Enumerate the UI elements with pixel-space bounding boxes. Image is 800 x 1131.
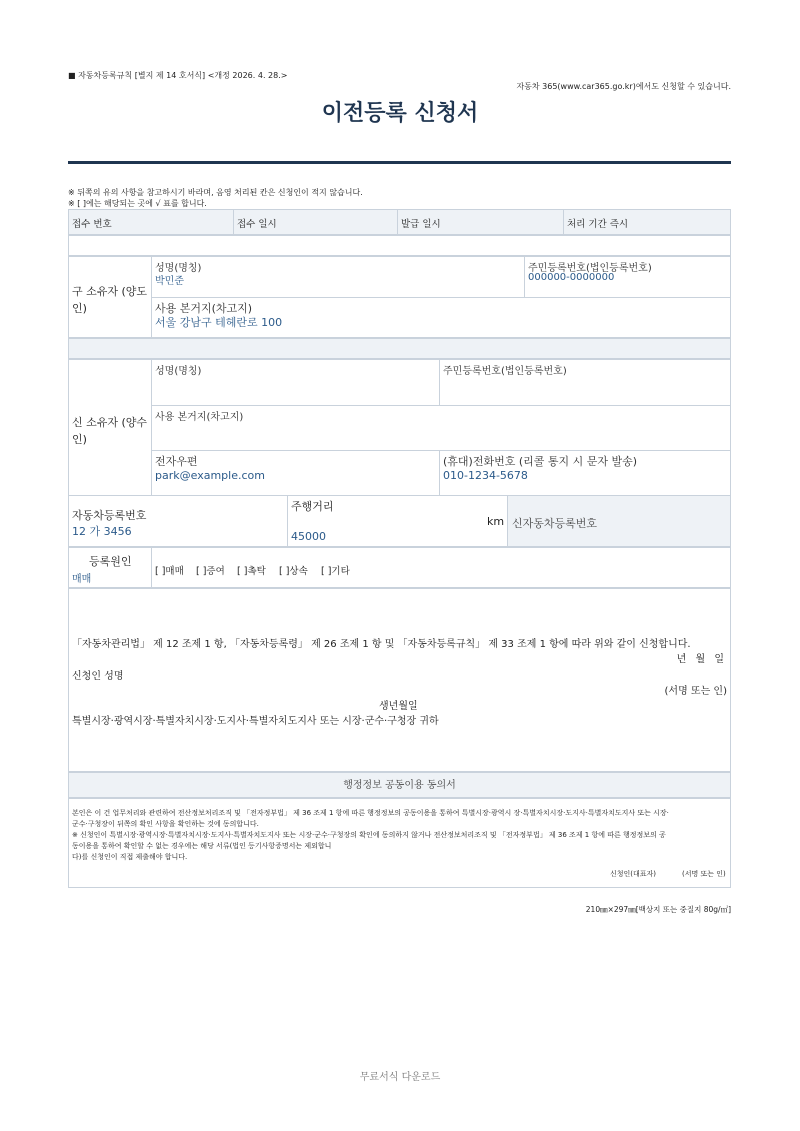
consent-signature[interactable]: (서명 또는 인)	[682, 870, 726, 878]
issue-date-label: 발급 일시	[401, 219, 441, 230]
mileage-unit: km	[487, 515, 505, 528]
phone-label: (휴대)전화번호 (리콜 통지 시 문자 발송)	[443, 455, 638, 468]
online-note: 자동차 365(www.car365.go.kr)에서도 신청할 수 있습니다.	[516, 82, 731, 91]
recipient-line: 특별시장·광역시장·특별자치시장·도지사·특별자치도지사 또는 시장·군수·구청장 귀하	[72, 716, 439, 727]
old-owner-address-label: 사용 본거지(차고지)	[155, 302, 253, 315]
declaration-section	[68, 588, 731, 772]
new-reg-no-label: 신자동차등록번호	[512, 517, 598, 530]
email-label: 전자우편	[155, 455, 198, 468]
old-owner-section	[68, 256, 731, 338]
new-owner-section	[68, 359, 731, 496]
mileage-field[interactable]: 45000	[291, 530, 326, 543]
applicant-signature[interactable]: (서명 또는 인)	[664, 686, 727, 697]
new-owner-label: 신 소유자 (양수인)	[72, 416, 148, 446]
receipt-number-label: 접수 번호	[72, 219, 112, 230]
old-owner-id-field[interactable]: 000000-0000000	[528, 272, 615, 283]
new-owner-name-label: 성명(명칭)	[155, 366, 202, 377]
declaration-text: 「자동차관리법」 제 12 조제 1 항, 「자동차등록령」 제 26 조제 1 항 및 「자동차등록규칙」 제 33 조제 1 항에 따라 위와 같이 신청합니다.	[72, 639, 691, 650]
consent-title-bar	[68, 772, 731, 798]
cause-row	[68, 547, 731, 588]
old-owner-label: 구 소유자 (양도인)	[72, 285, 148, 315]
office-use-row	[68, 209, 731, 235]
cause-option-gift[interactable]: [ ]증여	[196, 566, 225, 577]
note-checkbox: ※ [ ]에는 해당되는 곳에 √ 표를 합니다.	[68, 199, 207, 208]
download-link[interactable]: 무료서식 다운로드	[359, 1072, 441, 1083]
mileage-label: 주행거리	[291, 500, 334, 513]
vehicle-reg-field[interactable]: 12 가 3456	[72, 525, 132, 538]
consent-text: 본인은 이 건 업무처리와 관련하여 전산정보처리조직 및 「전자정부법」 제 36 조제 1 항에 따른 행정정보의 공동이용을 통하여 특별시장·광역시 장·특별자치시장·도지사·특별자치도지사 또는 시장· 군수·구청장이 뒤쪽의 확인 사항을 확인하는 것에 동의합니다. ※ 신청인이 특별시장·광역시장·특별자치시장·도지사·특별자치도지사 또는 시장·군수·구청장의 확인에 동의하지 않거나 전산정보처리조직 및 「전자정부법」 제 36 조제 1 항에 따른 행정정보의 공 동이용을 통하여 확인할 수 없는 경우에는 해당 서류(법인 등기사항증명서는 제외합니 다)를 신청인이 직접 제출해야 합니다.	[72, 809, 669, 861]
consent-body	[68, 798, 731, 888]
form-reference: ■ 자동차등록규칙 [별지 제 14 호서식] <개정 2026. 4. 28.>	[68, 71, 288, 80]
consent-title: 행정정보 공동이용 동의서	[343, 780, 456, 791]
cause-option-commission[interactable]: [ ]촉탁	[237, 566, 266, 577]
receipt-date-label: 접수 일시	[237, 219, 277, 230]
applicant-name-label: 신청인 성명	[72, 671, 124, 682]
old-owner-name-field[interactable]: 박민준	[155, 276, 184, 287]
processing-period-label: 처리 기간 즉시	[567, 219, 629, 230]
vehicle-reg-label: 자동차등록번호	[72, 509, 147, 522]
birth-date-label: 생년월일	[379, 701, 418, 712]
old-owner-name-label: 성명(명칭)	[155, 263, 202, 274]
page-title: 이전등록 신청서	[321, 101, 479, 126]
blank-row	[68, 235, 731, 256]
cause-option-other[interactable]: [ ]기타	[321, 566, 350, 577]
consent-applicant-label: 신청인(대표자)	[610, 870, 657, 878]
note-shaded: ※ 뒤쪽의 유의 사항을 참고하시기 바라며, 음영 처리된 칸은 신청인이 적지 않습니다.	[68, 188, 363, 197]
old-owner-address-field[interactable]: 서울 강남구 테헤란로 100	[155, 316, 283, 329]
email-field[interactable]: park@example.com	[155, 469, 265, 482]
new-owner-address-label: 사용 본거지(차고지)	[155, 412, 244, 423]
cause-option-sale[interactable]: [ ]매매	[155, 566, 184, 577]
new-owner-id-label: 주민등록번호(법인등록번호)	[443, 366, 567, 377]
separator-row	[68, 338, 731, 359]
cause-label: 등록원인	[89, 555, 132, 568]
old-owner-id-label: 주민등록번호(법인등록번호)	[528, 263, 652, 274]
declaration-date: 년 월 일	[676, 654, 727, 665]
title-divider	[68, 161, 731, 164]
paper-spec: 210㎜×297㎜[백상지 또는 중질지 80g/㎡]	[585, 905, 731, 914]
cause-option-inheritance[interactable]: [ ]상속	[279, 566, 308, 577]
cause-value[interactable]: 매매	[72, 574, 92, 585]
vehicle-row	[68, 495, 731, 547]
phone-field[interactable]: 010-1234-5678	[443, 469, 528, 482]
